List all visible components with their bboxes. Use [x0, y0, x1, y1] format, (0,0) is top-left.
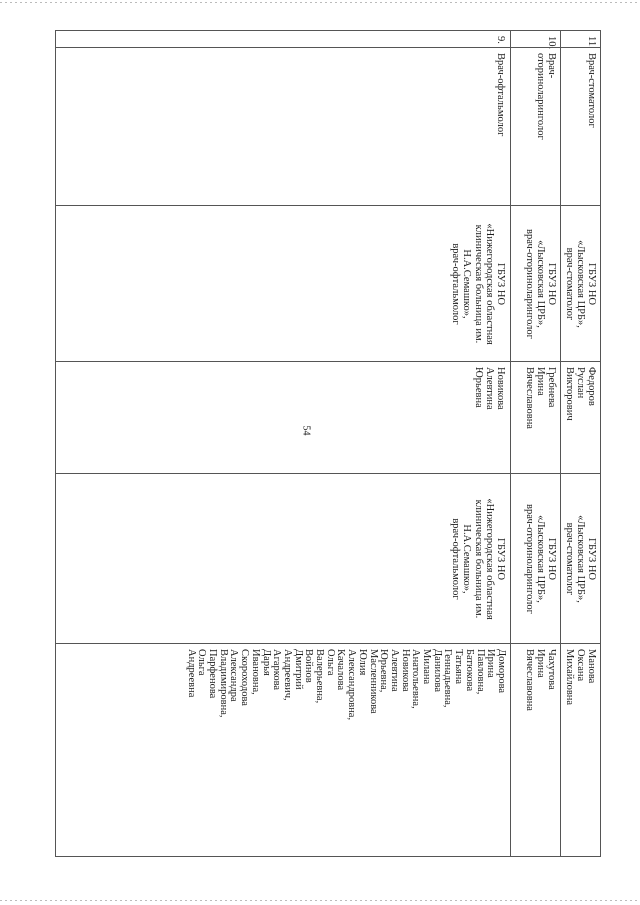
specialty-cell	[56, 47, 510, 205]
row-number-cell	[561, 31, 600, 47]
chair-name: Новикова Алевтина Юрьевна	[472, 367, 506, 410]
organization-2: ГБУЗ НО «Нижегородская областная клиническая больница им. Н.А.Семашко», врач-офтальмолог	[450, 498, 506, 620]
organization: ГБУЗ НО «Лысковская ЦРБ», врач-стоматолог	[563, 240, 597, 328]
commission-table	[55, 30, 601, 857]
row-number-cell	[511, 31, 560, 50]
table-row-11	[560, 31, 600, 856]
members-cell	[511, 643, 560, 858]
organization-2: ГБУЗ НО «Лысковская ЦРБ», врач-оториноларинголог	[523, 504, 557, 614]
scan-edge-bottom	[0, 900, 640, 901]
row-number: 9.	[495, 36, 506, 44]
row-number-cell	[56, 31, 510, 47]
specialty: Врач-стоматолог	[586, 53, 597, 128]
chair-cell	[511, 361, 560, 473]
organization: ГБУЗ НО «Лысковская ЦРБ», врач-оториноларинголог	[523, 229, 557, 339]
chair-cell	[56, 361, 510, 473]
specialty: Врач-офтальмолог	[495, 53, 506, 137]
specialty-cell	[511, 47, 560, 205]
organization-cell-2	[511, 473, 560, 643]
organization: ГБУЗ НО «Нижегородская областная клиническая больница им. Н.А.Семашко», врач-офтальмолог	[450, 223, 506, 345]
organization-2: ГБУЗ НО «Лысковская ЦРБ», врач-стоматолог	[563, 515, 597, 603]
members-cell	[561, 643, 600, 858]
specialty: Врач- оториноларинголог	[534, 53, 557, 140]
members: Доморова Ирина Павловна, Батюкова Татьяна Геннадьевна, Данилова Милана Анатольевна, Новикова Алевтина Юрьевна, Масленникова Юлия Александровна, Качалова Ольга Валерьевна, Войнов Дмитрий Андреевич, Агаркова Дарья Ивановна, Скороходова Александра Владимировна, Парфенова Ольга Андреевна	[185, 649, 507, 721]
organization-cell-2	[561, 473, 600, 643]
table-row-10	[510, 31, 560, 856]
members: Чахутова Ирина Вячеславовна	[523, 649, 557, 711]
row-number: 11.	[586, 36, 597, 49]
scan-edge-top	[0, 2, 640, 3]
organization-cell	[511, 205, 560, 361]
page-number: 54	[300, 425, 312, 436]
table-row-9	[56, 31, 510, 856]
organization-cell-2	[56, 473, 510, 643]
organization-cell	[56, 205, 510, 361]
chair-name: Федоров Руслан Викторович	[563, 367, 597, 421]
organization-cell	[561, 205, 600, 361]
chair-name: Гребнева Ирина Вячеславовна	[523, 367, 557, 429]
members: Манова Оксана Михайловна	[563, 649, 597, 706]
specialty-cell	[561, 47, 600, 205]
chair-cell	[561, 361, 600, 473]
members-cell	[56, 643, 510, 858]
row-number: 10.	[546, 36, 557, 50]
